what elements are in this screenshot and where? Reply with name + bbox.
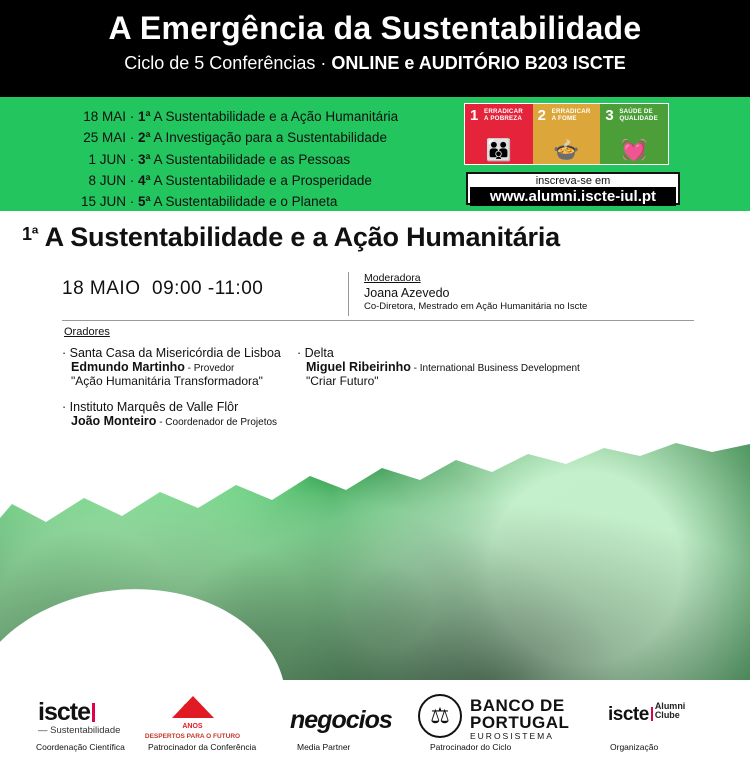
registration-box[interactable] bbox=[466, 172, 680, 205]
speaker-name-text: Edmundo Martinho bbox=[71, 360, 185, 374]
delta-years-number: 60 bbox=[181, 701, 204, 722]
speaker-entry bbox=[297, 346, 587, 388]
session-date: 15 JUN bbox=[80, 194, 126, 210]
delta-years-word: ANOS bbox=[182, 723, 203, 730]
speaker-name bbox=[62, 414, 462, 428]
sdg-goal-3 bbox=[600, 104, 668, 164]
session-date: 8 JUN bbox=[88, 172, 126, 188]
delta-logo bbox=[135, 696, 250, 740]
sdg-number: 2 bbox=[537, 107, 546, 124]
caption-organizacao: Organização bbox=[610, 742, 659, 752]
session-title-text: A Sustentabilidade e a Ação Humanitária bbox=[44, 222, 560, 252]
sdg-goal-2 bbox=[533, 104, 601, 164]
session-ordinal: 3ª bbox=[138, 151, 151, 167]
session-separator: · bbox=[126, 172, 138, 188]
footer bbox=[0, 680, 750, 771]
speaker-role: - Provedor bbox=[184, 363, 235, 374]
moderator-block bbox=[364, 272, 694, 312]
iscte-sublabel: — Sustentabilidade bbox=[38, 725, 121, 736]
photo-image bbox=[0, 430, 750, 680]
bowl-icon: 🍲 bbox=[553, 139, 580, 162]
session-ordinal: 2ª bbox=[138, 130, 151, 146]
alumni-sublabel-bottom: Clube bbox=[654, 710, 680, 721]
speaker-org: · Delta bbox=[297, 346, 587, 360]
caption-patrocinador-conferencia: Patrocinador da Conferência bbox=[148, 742, 257, 752]
speaker-role: - Coordenador de Projetos bbox=[156, 417, 278, 428]
vertical-divider bbox=[348, 272, 349, 316]
session-label: A Sustentabilidade e as Pessoas bbox=[153, 151, 351, 167]
session-title-ordinal: 1ª bbox=[22, 224, 39, 244]
speaker-talk: "Criar Futuro" bbox=[306, 374, 379, 388]
speaker-org: · Santa Casa da Misericórdia de Lisboa bbox=[62, 346, 312, 360]
session-label: A Sustentabilidade e o Planeta bbox=[153, 194, 338, 210]
list-item bbox=[58, 149, 448, 170]
session-separator: · bbox=[126, 130, 138, 146]
caption-coordenacao: Coordenação Científica bbox=[36, 742, 125, 752]
negocios-wordmark: negocios bbox=[290, 706, 392, 734]
alumni-sublabel bbox=[655, 702, 686, 721]
speaker-name bbox=[297, 360, 587, 374]
sdg-label: SAÚDE DE QUALIDADE bbox=[619, 108, 658, 123]
session-date: 25 MAI bbox=[83, 130, 126, 146]
bdp-line1: BANCO DE bbox=[470, 696, 565, 715]
session-date-value: 18 MAIO bbox=[62, 278, 141, 299]
delta-years bbox=[135, 701, 250, 730]
session-title bbox=[22, 222, 722, 253]
sdg-goal-1 bbox=[465, 104, 533, 164]
session-date: 1 JUN bbox=[88, 151, 126, 167]
speaker-talk: "Ação Humanitária Transformadora" bbox=[71, 374, 263, 388]
session-separator: · bbox=[126, 194, 138, 210]
photo-torn-edge bbox=[0, 430, 750, 550]
moderator-name: Joana Azevedo bbox=[364, 286, 450, 300]
page-title: A Emergência da Sustentabilidade bbox=[108, 10, 642, 46]
session-time-value: 09:00 -11:00 bbox=[152, 278, 264, 299]
list-item bbox=[58, 127, 448, 148]
speaker-name-text: Miguel Ribeirinho bbox=[306, 360, 411, 374]
sessions-list bbox=[58, 106, 448, 213]
session-label: A Investigação para a Sustentabilidade bbox=[153, 130, 387, 146]
sdg-goals-group bbox=[464, 103, 669, 165]
family-icon: 👪 bbox=[485, 139, 512, 162]
iscte-wordmark bbox=[38, 698, 120, 727]
alumni-wordmark-text: iscte bbox=[608, 704, 649, 726]
session-separator: · bbox=[126, 151, 138, 167]
horizontal-divider bbox=[62, 320, 694, 321]
speaker-name bbox=[62, 360, 312, 374]
alumni-sublabel-top: Alumni bbox=[654, 701, 686, 711]
speakers-label: Oradores bbox=[64, 326, 110, 338]
delta-tagline: DESPERTOS PARA O FUTURO bbox=[144, 733, 241, 740]
sdg-label: ERRADICAR A FOME bbox=[551, 108, 591, 123]
negocios-logo bbox=[290, 706, 392, 735]
session-datetime bbox=[62, 278, 263, 300]
heartbeat-icon: 💓 bbox=[621, 139, 648, 162]
iscte-logo bbox=[38, 698, 120, 736]
session-ordinal: 1ª bbox=[138, 109, 151, 124]
header-subtitle bbox=[0, 46, 750, 74]
bdp-line2: PORTUGAL bbox=[470, 713, 570, 732]
sponsor-logos bbox=[0, 688, 750, 740]
iscte-wordmark-text: iscte bbox=[38, 698, 90, 726]
speaker-org: · Instituto Marquês de Valle Flôr bbox=[62, 400, 462, 414]
session-date: 18 MAI bbox=[83, 109, 126, 124]
list-item bbox=[58, 170, 448, 191]
header-subtitle-venue: ONLINE e AUDITÓRIO B203 ISCTE bbox=[331, 53, 626, 74]
moderator-role: Co-Diretora, Mestrado em Ação Humanitária no Iscte bbox=[364, 301, 588, 312]
moderator-label: Moderadora bbox=[364, 272, 421, 284]
caption-patrocinador-ciclo: Patrocinador do Ciclo bbox=[430, 742, 512, 752]
session-separator: · bbox=[126, 109, 138, 124]
sdg-number: 1 bbox=[470, 107, 479, 124]
registration-url[interactable]: www.alumni.iscte-iul.pt bbox=[470, 187, 676, 206]
header-subtitle-cycle: Ciclo de 5 Conferências · bbox=[124, 53, 332, 74]
alumni-wordmark bbox=[608, 704, 655, 725]
sponsor-captions bbox=[0, 742, 750, 762]
caption-media-partner: Media Partner bbox=[297, 742, 351, 752]
sdg-number: 3 bbox=[605, 107, 614, 124]
seal-icon: ⚖ bbox=[418, 694, 462, 738]
speaker-name-text: João Monteiro bbox=[71, 414, 157, 428]
registration-call: inscreva-se em bbox=[535, 175, 611, 187]
session-label: A Sustentabilidade e a Prosperidade bbox=[153, 172, 372, 188]
session-label: A Sustentabilidade e a Ação Humanitária bbox=[153, 109, 399, 124]
sdg-label: ERRADICAR A POBREZA bbox=[484, 108, 523, 123]
list-item bbox=[58, 106, 448, 127]
speaker-entry bbox=[62, 346, 312, 388]
alumni-bar-icon bbox=[651, 707, 653, 721]
iscte-alumni-logo bbox=[608, 702, 685, 726]
list-item bbox=[58, 191, 448, 212]
session-ordinal: 4ª bbox=[138, 172, 151, 188]
header-band bbox=[0, 0, 750, 97]
speaker-role: - International Business Development bbox=[410, 363, 580, 374]
bdp-line3: EUROSISTEMA bbox=[470, 731, 554, 741]
session-ordinal: 5ª bbox=[138, 194, 151, 210]
iscte-bar-icon bbox=[92, 703, 95, 722]
